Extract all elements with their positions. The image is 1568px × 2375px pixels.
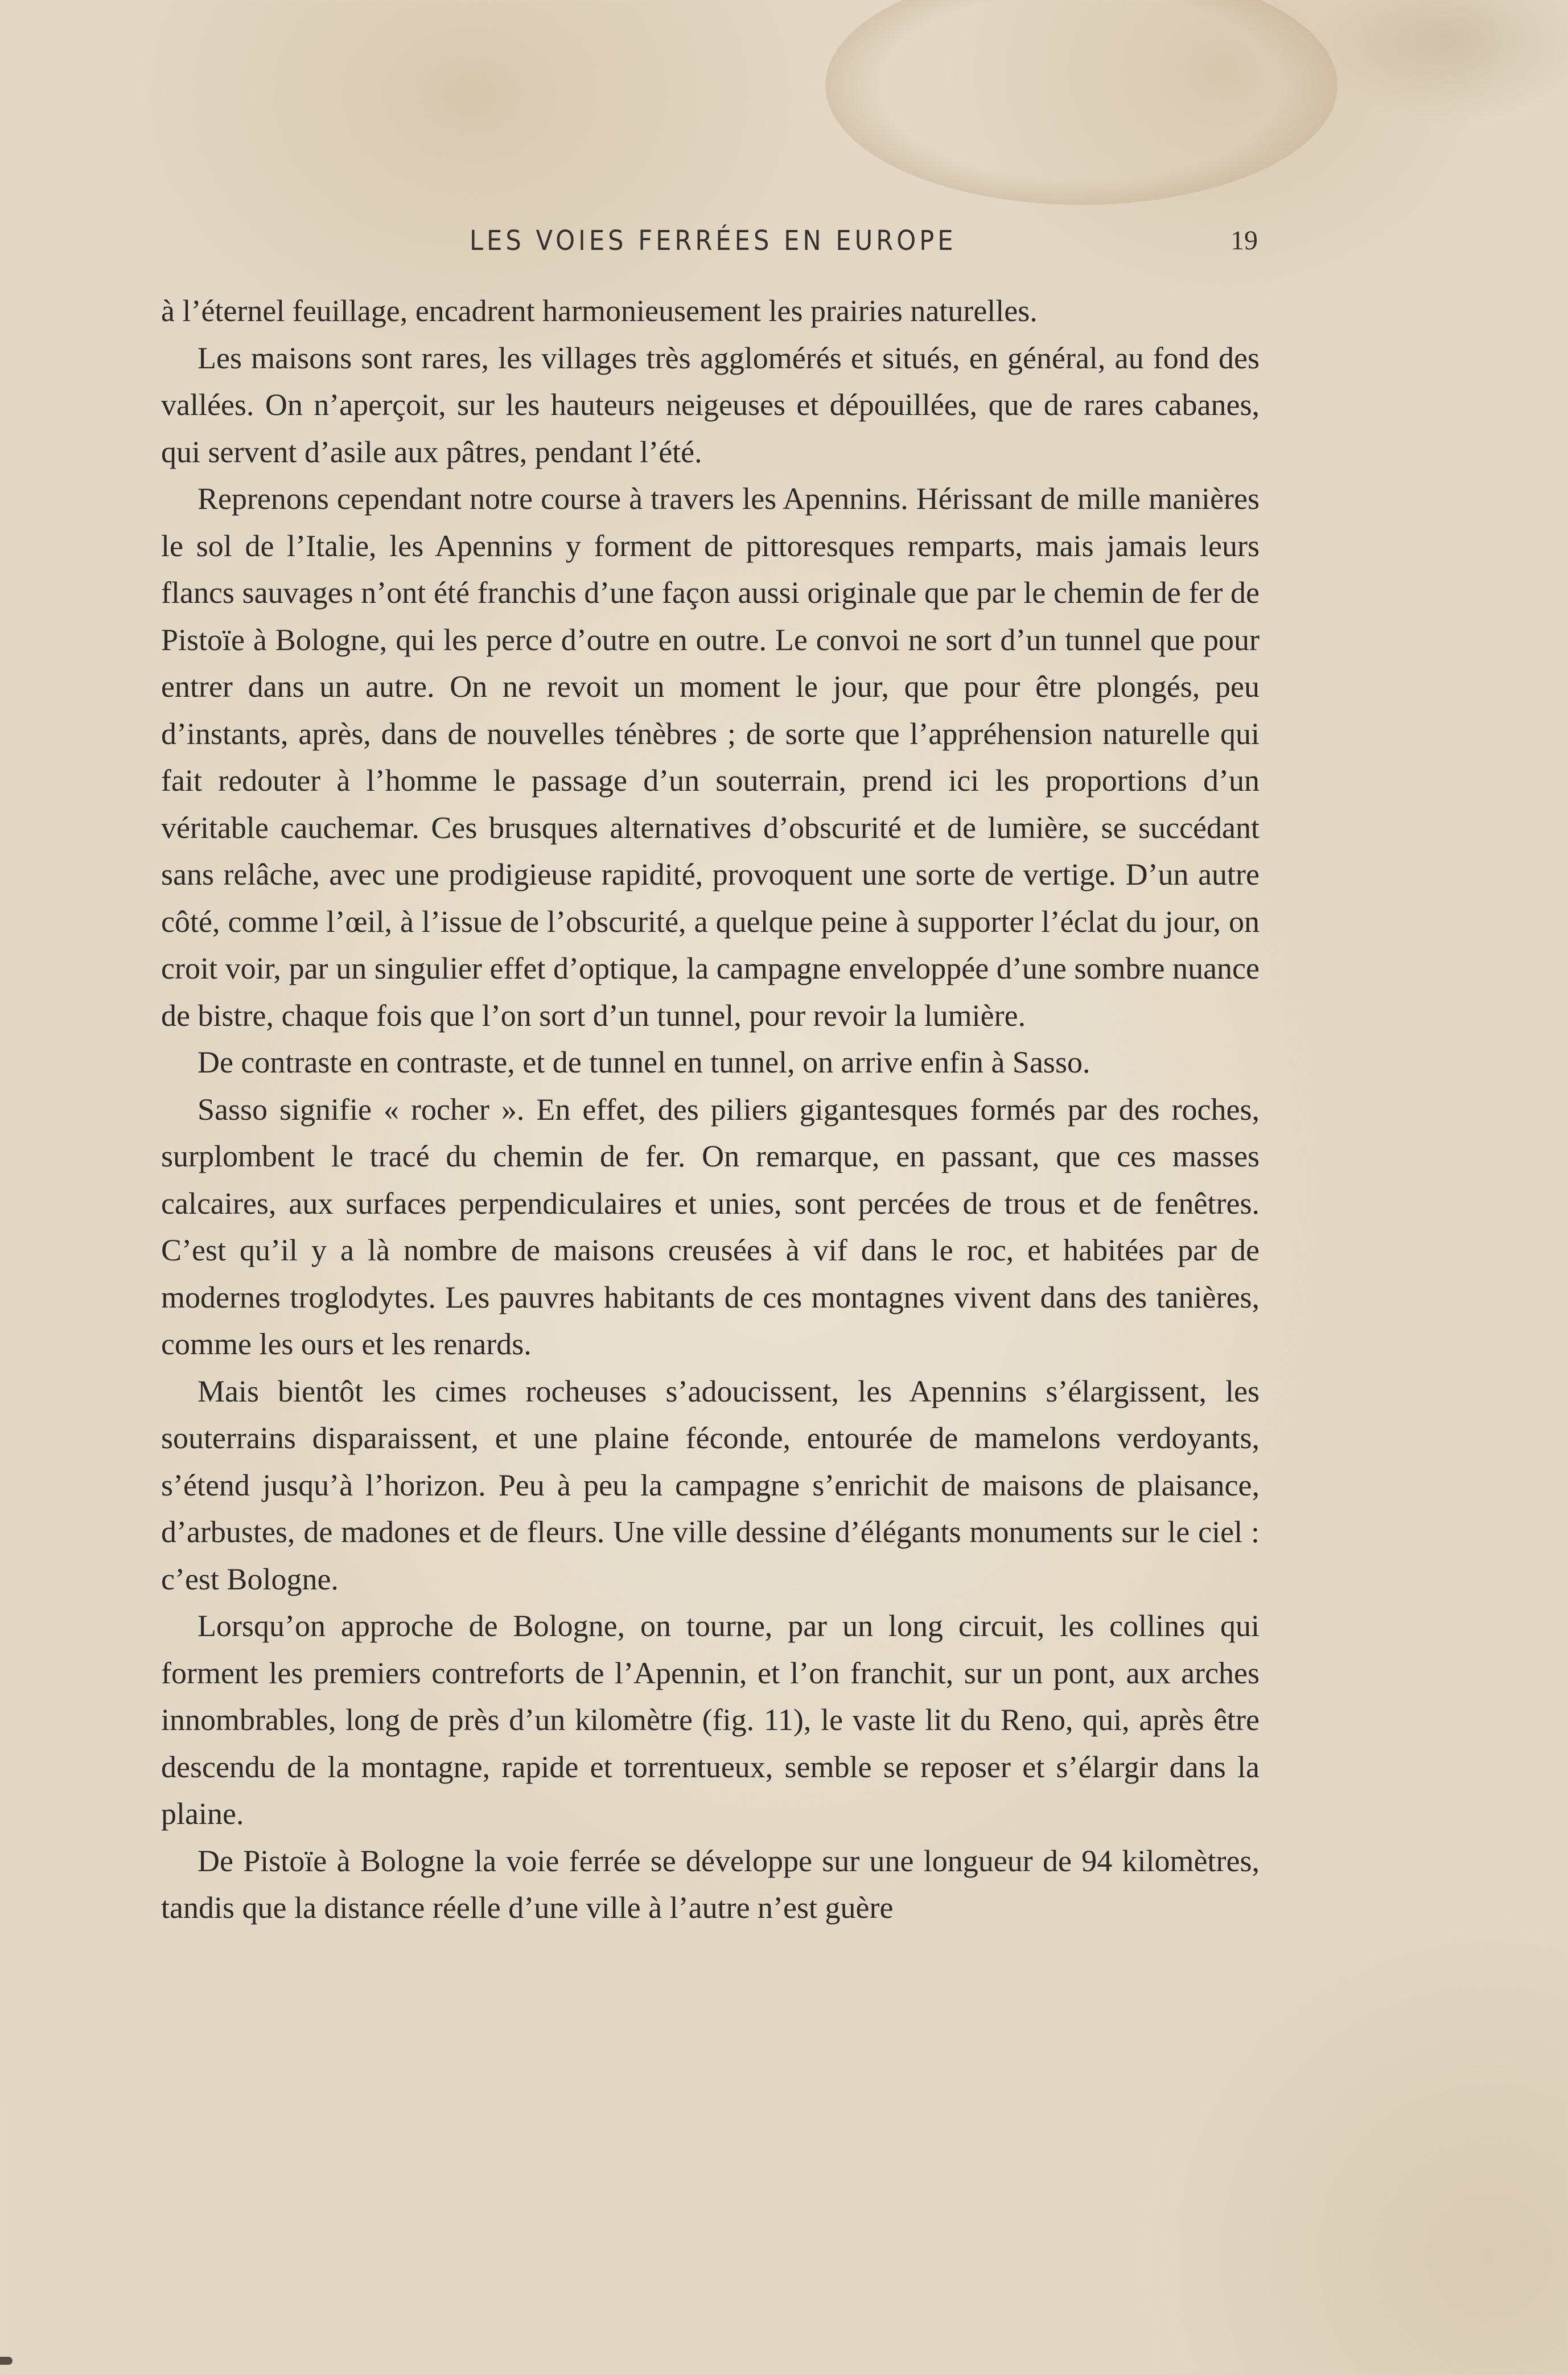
- paragraph: De Pistoïe à Bologne la voie ferrée se développe sur une longueur de 94 kilomètres, tandis que la distance réelle d’une ville à l’autre n’est guère: [161, 1843, 1260, 1925]
- body-text: [161, 287, 1260, 1932]
- page-header: [162, 225, 1258, 270]
- paragraph: Les maisons sont rares, les villages très agglomérés et situés, en général, au fond des vallées. On n’aperçoit, sur les hauteurs neigeuses et dépouillées, que de rares cabanes, qui servent d’asile aux pâtres, pendant l’été.: [161, 340, 1260, 469]
- paragraph: Reprenons cependant notre course à travers les Apennins. Hérissant de mille manières le sol de l’Italie, les Apennins y forment de pittoresques remparts, mais jamais leurs flancs sauvages n’ont été franchis d’une façon aussi originale que par le chemin de fer de Pistoïe à Bologne, qui les perce d’outre en outre. Le convoi ne sort d’un tunnel que pour entrer dans un autre. On ne revoit un moment le jour, que pour être plongés, peu d’instants, après, dans de nouvelles ténèbres ; de sorte que l’appréhension naturelle qui fait redouter à l’homme le passage d’un souterrain, prend ici les proportions d’un véritable cauchemar. Ces brusques alternatives d’obscurité et de lumière, se succédant sans relâche, avec une prodigieuse rapidité, provoquent une sorte de vertige. D’un autre côté, comme l’œil, à l’issue de l’obscurité, a quelque peine à supporter l’éclat du jour, on croit voir, par un singulier effet d’optique, la campagne enveloppée d’une sombre nuance de bistre, chaque fois que l’on sort d’un tunnel, pour revoir la lumière.: [161, 482, 1260, 1033]
- paper-stain: [1309, 0, 1568, 125]
- paragraph: Mais bientôt les cimes rocheuses s’adoucissent, les Apennins s’élargissent, les souterrains disparaissent, et une plaine féconde, entourée de mamelons verdoyants, s’étend jusqu’à l’horizon. Peu à peu la campagne s’enrichit de maisons de plaisance, d’arbustes, de madones et de fleurs. Une ville dessine d’élégants monuments sur le ciel : c’est Bologne.: [161, 1374, 1260, 1596]
- paragraph: Sasso signifie « rocher ». En effet, des piliers gigantesques formés par des roches, surplombent le tracé du chemin de fer. On remarque, en passant, que ces masses calcaires, aux surfaces perpendiculaires et unies, sont percées de trous et de fenêtres. C’est qu’il y a là nombre de maisons creusées à vif dans le roc, et habitées par de modernes troglodytes. Les pauvres habitants de ces montagnes vivent dans des tanières, comme les ours et les renards.: [161, 1092, 1260, 1361]
- paragraph: De contraste en contraste, et de tunnel en tunnel, on arrive enfin à Sasso.: [197, 1045, 1090, 1079]
- paper-stain: [825, 0, 1337, 205]
- paragraph: à l’éternel feuillage, encadrent harmonieusement les prairies naturelles.: [161, 294, 1038, 328]
- paragraph: Lorsqu’on approche de Bologne, on tourne, par un long circuit, les collines qui forment les premiers contreforts de l’Apennin, et l’on franchit, sur un pont, aux arches innombrables, long de près d’un kilomètre (fig. 11), le vaste lit du Reno, qui, après être descendu de la montagne, rapide et torrentueux, semble se reposer et s’élargir dans la plaine.: [161, 1609, 1260, 1831]
- running-title: LES VOIES FERRÉES EN EUROPE: [470, 225, 957, 257]
- page-number: 19: [1230, 225, 1258, 256]
- page-edge-mark: [0, 2357, 13, 2365]
